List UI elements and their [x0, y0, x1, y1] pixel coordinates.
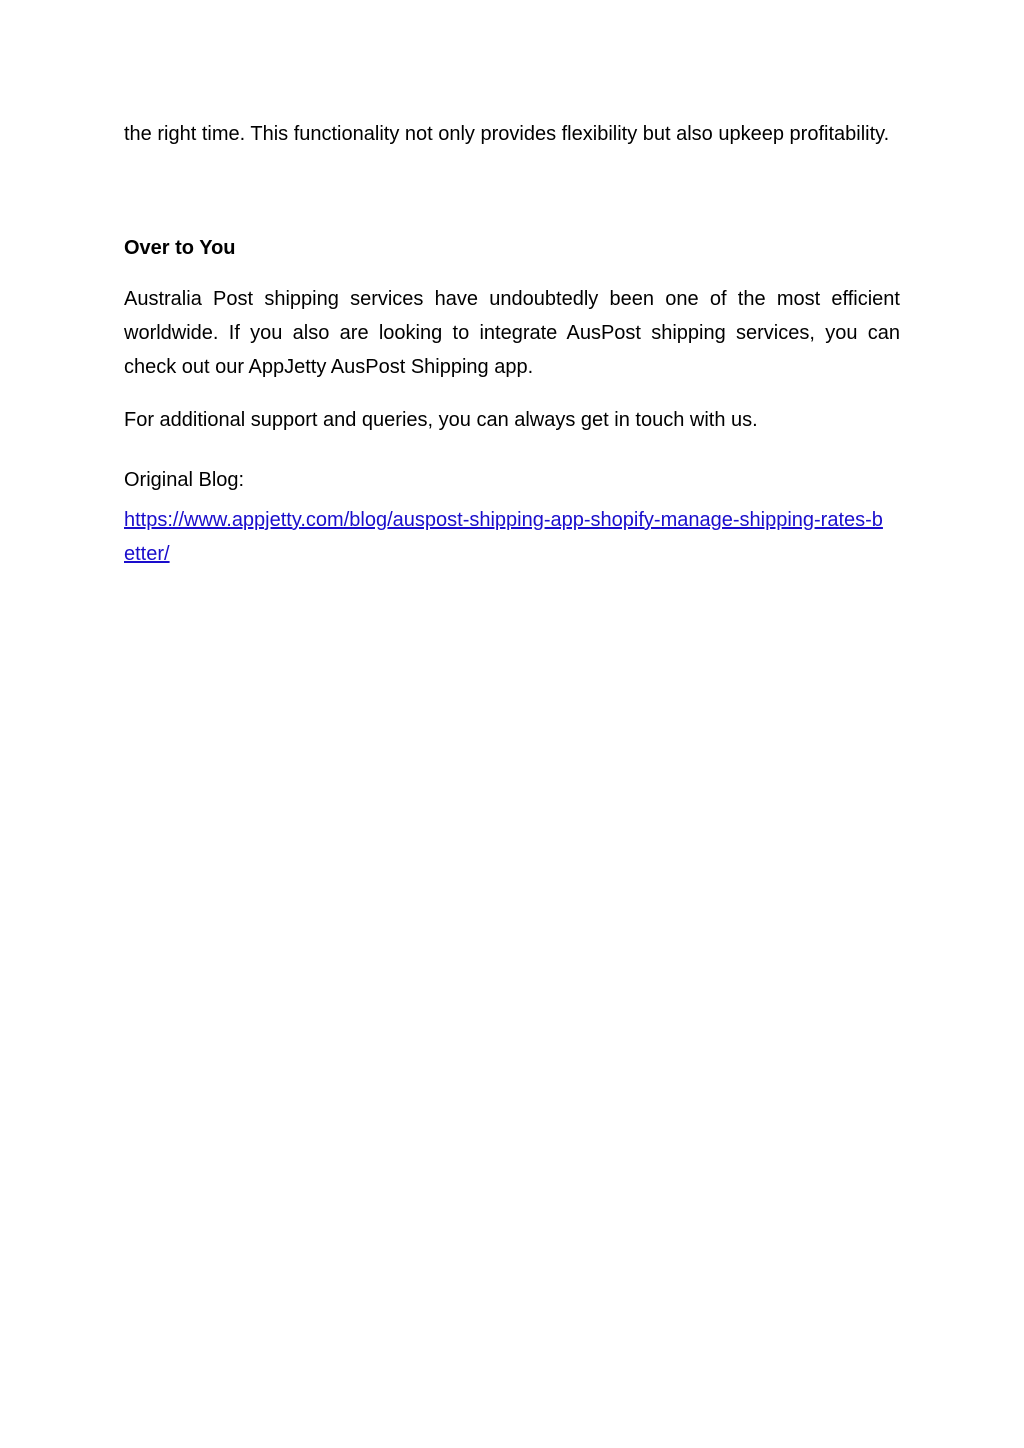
- intro-paragraph: the right time. This functionality not only provides flexibility but also upkeep profitability.: [124, 123, 890, 145]
- section-heading: Over to You: [124, 237, 236, 259]
- body-paragraph-auspost: Australia Post shipping services have undoubtedly been one of the most efficient worldwide. If you also are looking to integrate AusPost shipping services, you can check out our AppJetty AusPost Shipping app.: [124, 288, 900, 378]
- original-blog-link[interactable]: https://www.appjetty.com/blog/auspost-shipping-app-shopify-manage-shipping-rates-better/: [124, 509, 883, 565]
- body-paragraph-support: For additional support and queries, you can always get in touch with us.: [124, 409, 758, 431]
- original-blog-label: Original Blog:: [124, 469, 245, 491]
